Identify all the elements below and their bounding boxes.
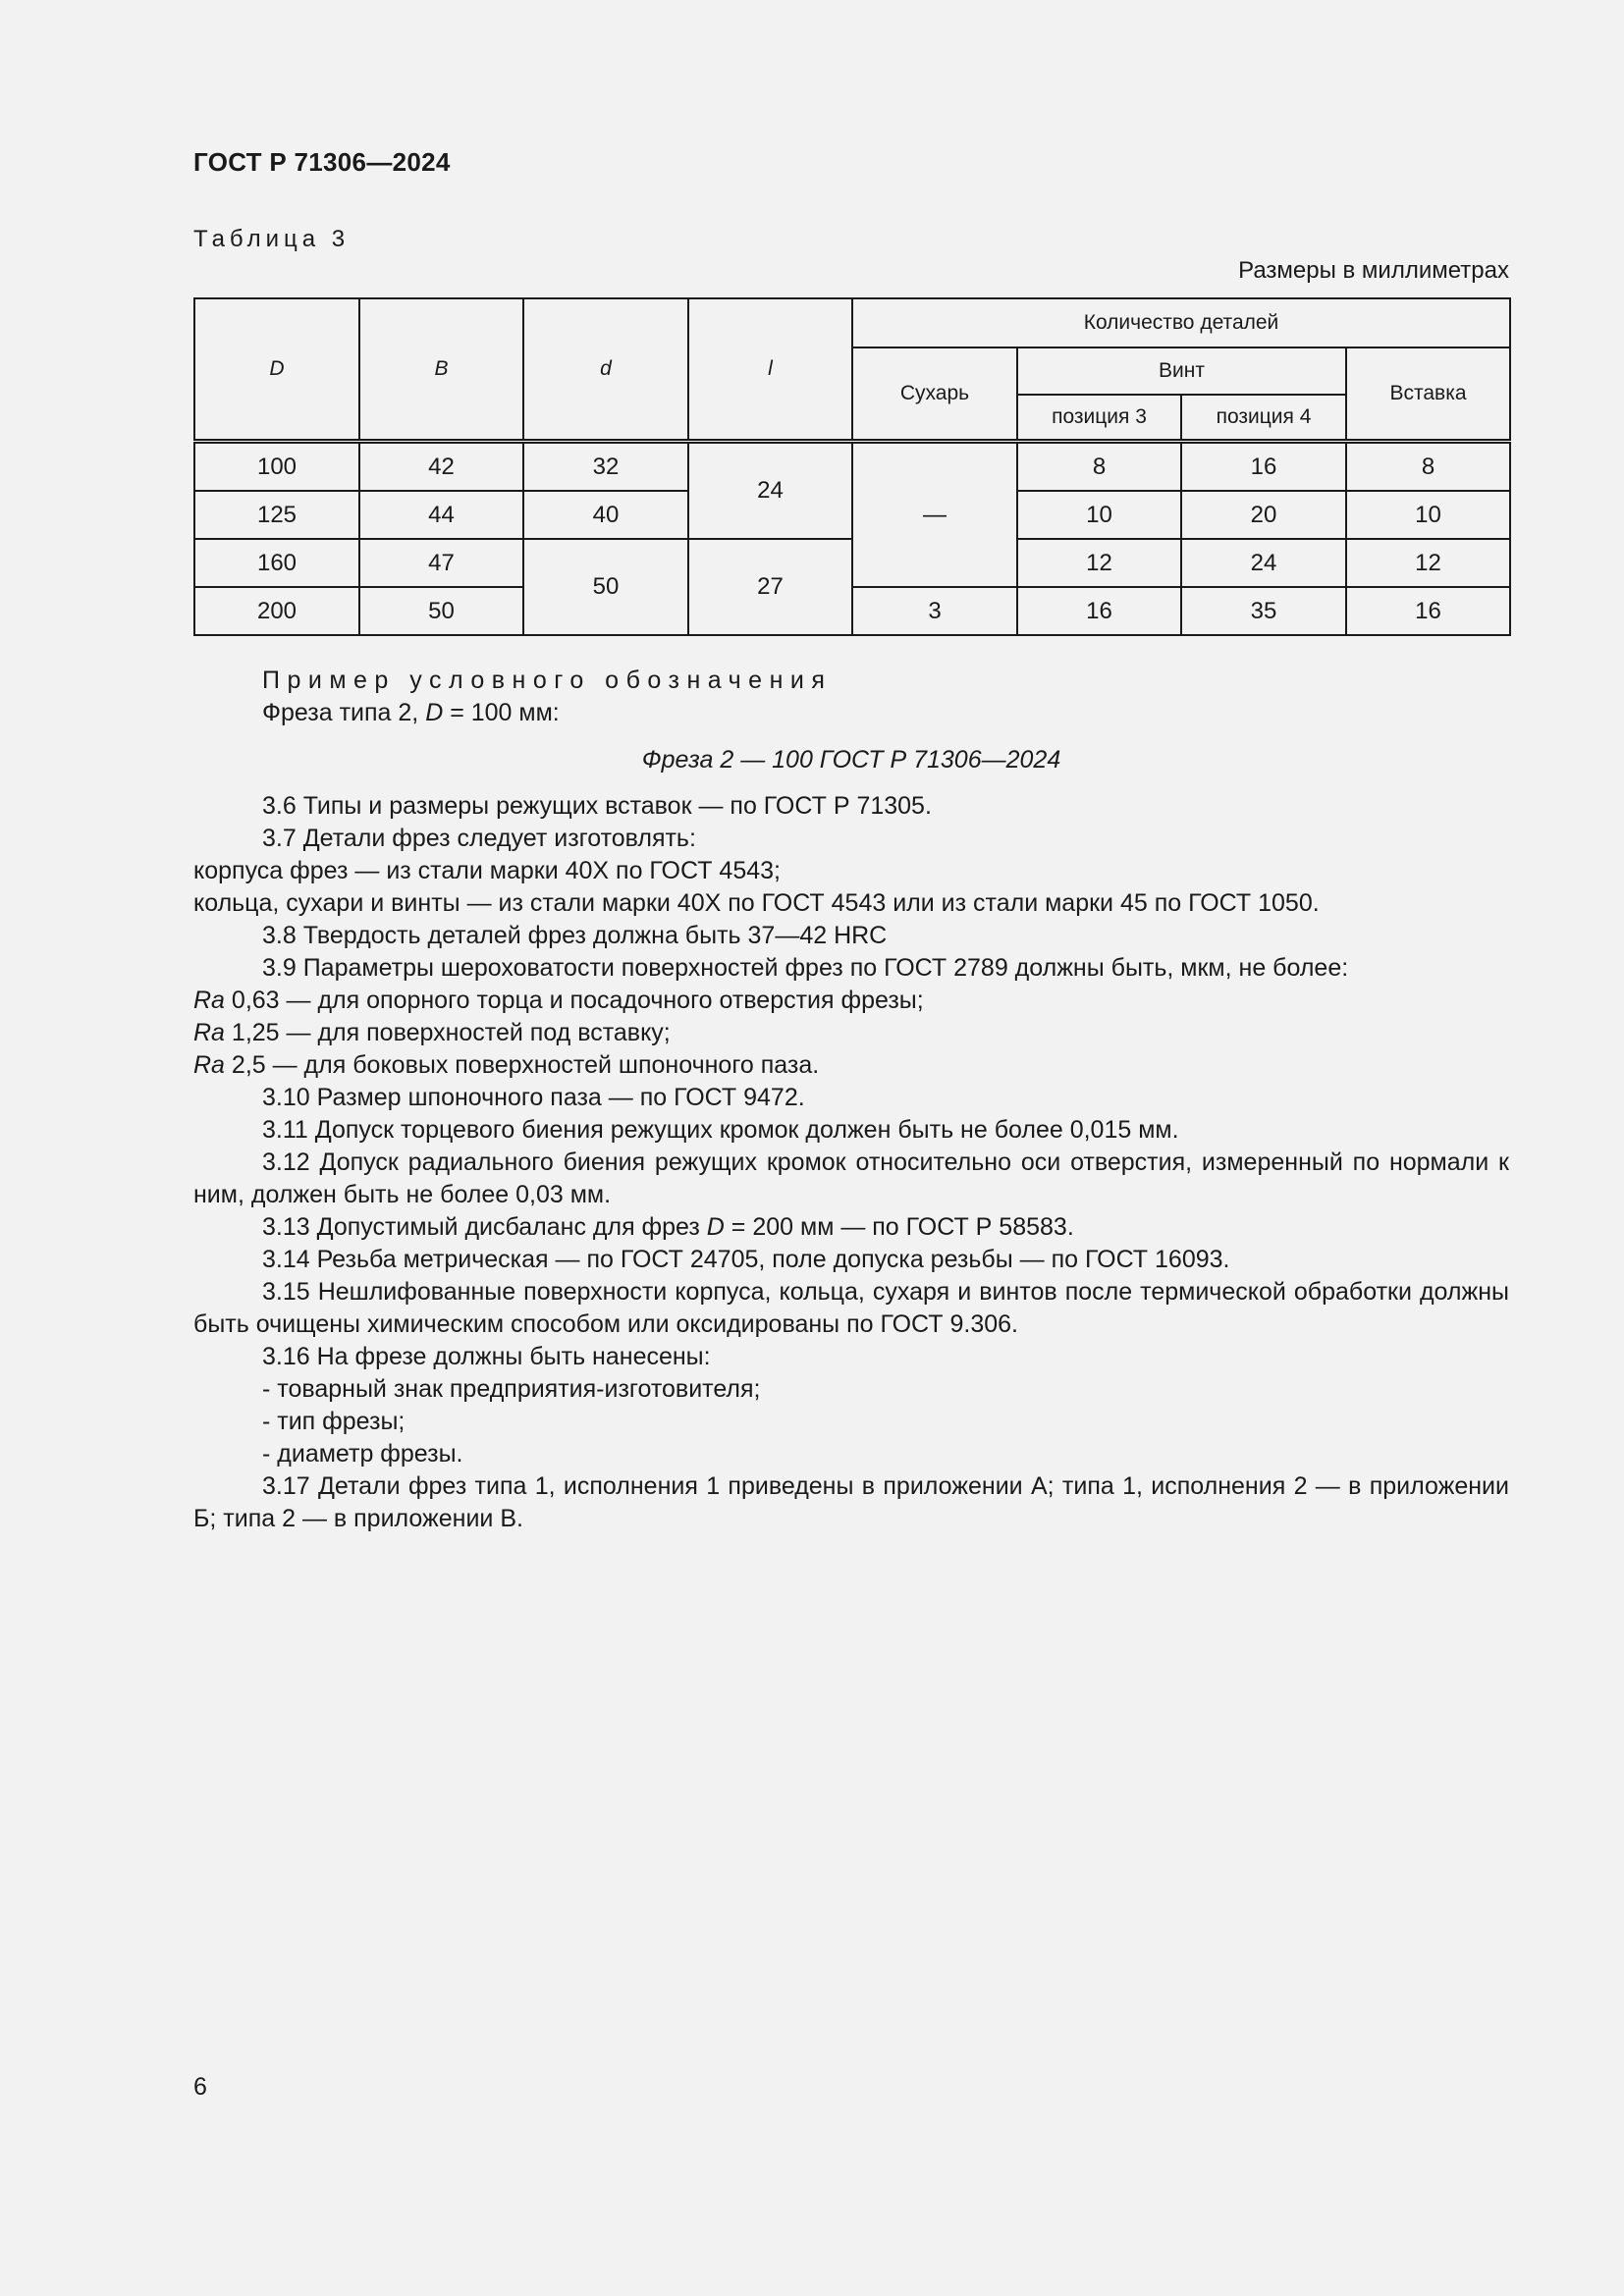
cell-B: 42 [359, 442, 523, 492]
paragraph-3-6: 3.6 Типы и размеры режущих вставок — по ГОСТ Р 71305. [262, 792, 932, 820]
table-row [194, 442, 1510, 492]
paragraph-3-8: 3.8 Твердость деталей фрез должна быть 37—42 HRC [262, 922, 888, 949]
example-title: Пример условного обозначения [262, 667, 833, 694]
body-text [193, 665, 1509, 1535]
paragraph-3-7a: корпуса фрез — из стали марки 40Х по ГОСТ 4543; [193, 857, 781, 884]
cell-sukhar: 3 [852, 587, 1017, 635]
list-item: - диаметр фрезы. [262, 1440, 463, 1468]
cell-B: 44 [359, 491, 523, 539]
cell-D: 200 [194, 587, 359, 635]
parts-table [193, 297, 1511, 636]
header-d: d [523, 298, 688, 442]
header-l: l [688, 298, 852, 442]
header-parts-count: Количество деталей [852, 298, 1510, 347]
cell-B: 47 [359, 539, 523, 587]
cell-vstavka: 8 [1346, 442, 1510, 492]
cell-vstavka: 12 [1346, 539, 1510, 587]
roughness-line-3: Ra 2,5 — для боковых поверхностей шпоночного паза. [193, 1051, 820, 1079]
cell-pos4: 20 [1181, 491, 1346, 539]
paragraph-3-17: 3.17 Детали фрез типа 1, исполнения 1 приведены в приложении А; типа 1, исполнения 2 — в приложении Б; типа 2 — в приложении В. [193, 1472, 1509, 1532]
paragraph-3-12: 3.12 Допуск радиального биения режущих кромок относительно оси отверстия, измеренный по нормали к ним, должен быть не более 0,03 мм. [193, 1148, 1509, 1208]
cell-pos4: 35 [1181, 587, 1346, 635]
header-vint: Винт [1017, 347, 1346, 395]
example-designation: Фреза 2 — 100 ГОСТ Р 71306—2024 [641, 746, 1061, 774]
paragraph-3-10: 3.10 Размер шпоночного паза — по ГОСТ 9472. [262, 1084, 805, 1111]
paragraph-3-14: 3.14 Резьба метрическая — по ГОСТ 24705, поле допуска резьбы — по ГОСТ 16093. [262, 1246, 1230, 1273]
cell-B: 50 [359, 587, 523, 635]
header-pos3: позиция 3 [1017, 395, 1181, 442]
header-D: D [194, 298, 359, 442]
cell-pos4: 24 [1181, 539, 1346, 587]
cell-l: 24 [688, 442, 852, 540]
cell-pos3: 16 [1017, 587, 1181, 635]
table-caption: Таблица 3 [193, 226, 351, 252]
paragraph-3-7b: кольца, сухари и винты — из стали марки 40Х по ГОСТ 4543 или из стали марки 45 по ГОСТ 1050. [193, 889, 1320, 917]
list-item: - товарный знак предприятия-изготовителя; [262, 1375, 761, 1403]
paragraph-3-16: 3.16 На фрезе должны быть нанесены: [262, 1343, 711, 1370]
table-row [194, 587, 1510, 635]
cell-D: 125 [194, 491, 359, 539]
paragraph-3-11: 3.11 Допуск торцевого биения режущих кромок должен быть не более 0,015 мм. [262, 1116, 1179, 1144]
cell-sukhar: — [852, 442, 1017, 588]
cell-d: 40 [523, 491, 688, 539]
paragraph-3-9: 3.9 Параметры шероховатости поверхностей фрез по ГОСТ 2789 должны быть, мкм, не более: [262, 954, 1349, 982]
header-sukhar: Сухарь [852, 347, 1017, 442]
cell-d: 50 [523, 539, 688, 635]
paragraph-3-13: 3.13 Допустимый дисбаланс для фрез D = 200 мм — по ГОСТ Р 58583. [262, 1213, 1074, 1241]
cell-pos3: 10 [1017, 491, 1181, 539]
list-item: - тип фрезы; [262, 1408, 406, 1435]
example-line: Фреза типа 2, D = 100 мм: [262, 699, 560, 726]
header-B: B [359, 298, 523, 442]
roughness-line-1: Ra 0,63 — для опорного торца и посадочного отверстия фрезы; [193, 987, 924, 1014]
header-vstavka: Вставка [1346, 347, 1510, 442]
table-units: Размеры в миллиметрах [1238, 257, 1509, 284]
cell-vstavka: 10 [1346, 491, 1510, 539]
paragraph-3-15: 3.15 Нешлифованные поверхности корпуса, кольца, сухаря и винтов после термической обработки должны быть очищены химическим способом или оксидированы по ГОСТ 9.306. [193, 1278, 1509, 1338]
cell-vstavka: 16 [1346, 587, 1510, 635]
paragraph-3-7: 3.7 Детали фрез следует изготовлять: [262, 825, 696, 852]
cell-pos4: 16 [1181, 442, 1346, 492]
cell-d: 32 [523, 442, 688, 492]
cell-l: 27 [688, 539, 852, 635]
cell-pos3: 12 [1017, 539, 1181, 587]
header-pos4: позиция 4 [1181, 395, 1346, 442]
cell-pos3: 8 [1017, 442, 1181, 492]
cell-D: 160 [194, 539, 359, 587]
document-code: ГОСТ Р 71306—2024 [193, 147, 451, 177]
roughness-line-2: Ra 1,25 — для поверхностей под вставку; [193, 1019, 671, 1046]
cell-D: 100 [194, 442, 359, 492]
page-number: 6 [193, 2073, 207, 2101]
